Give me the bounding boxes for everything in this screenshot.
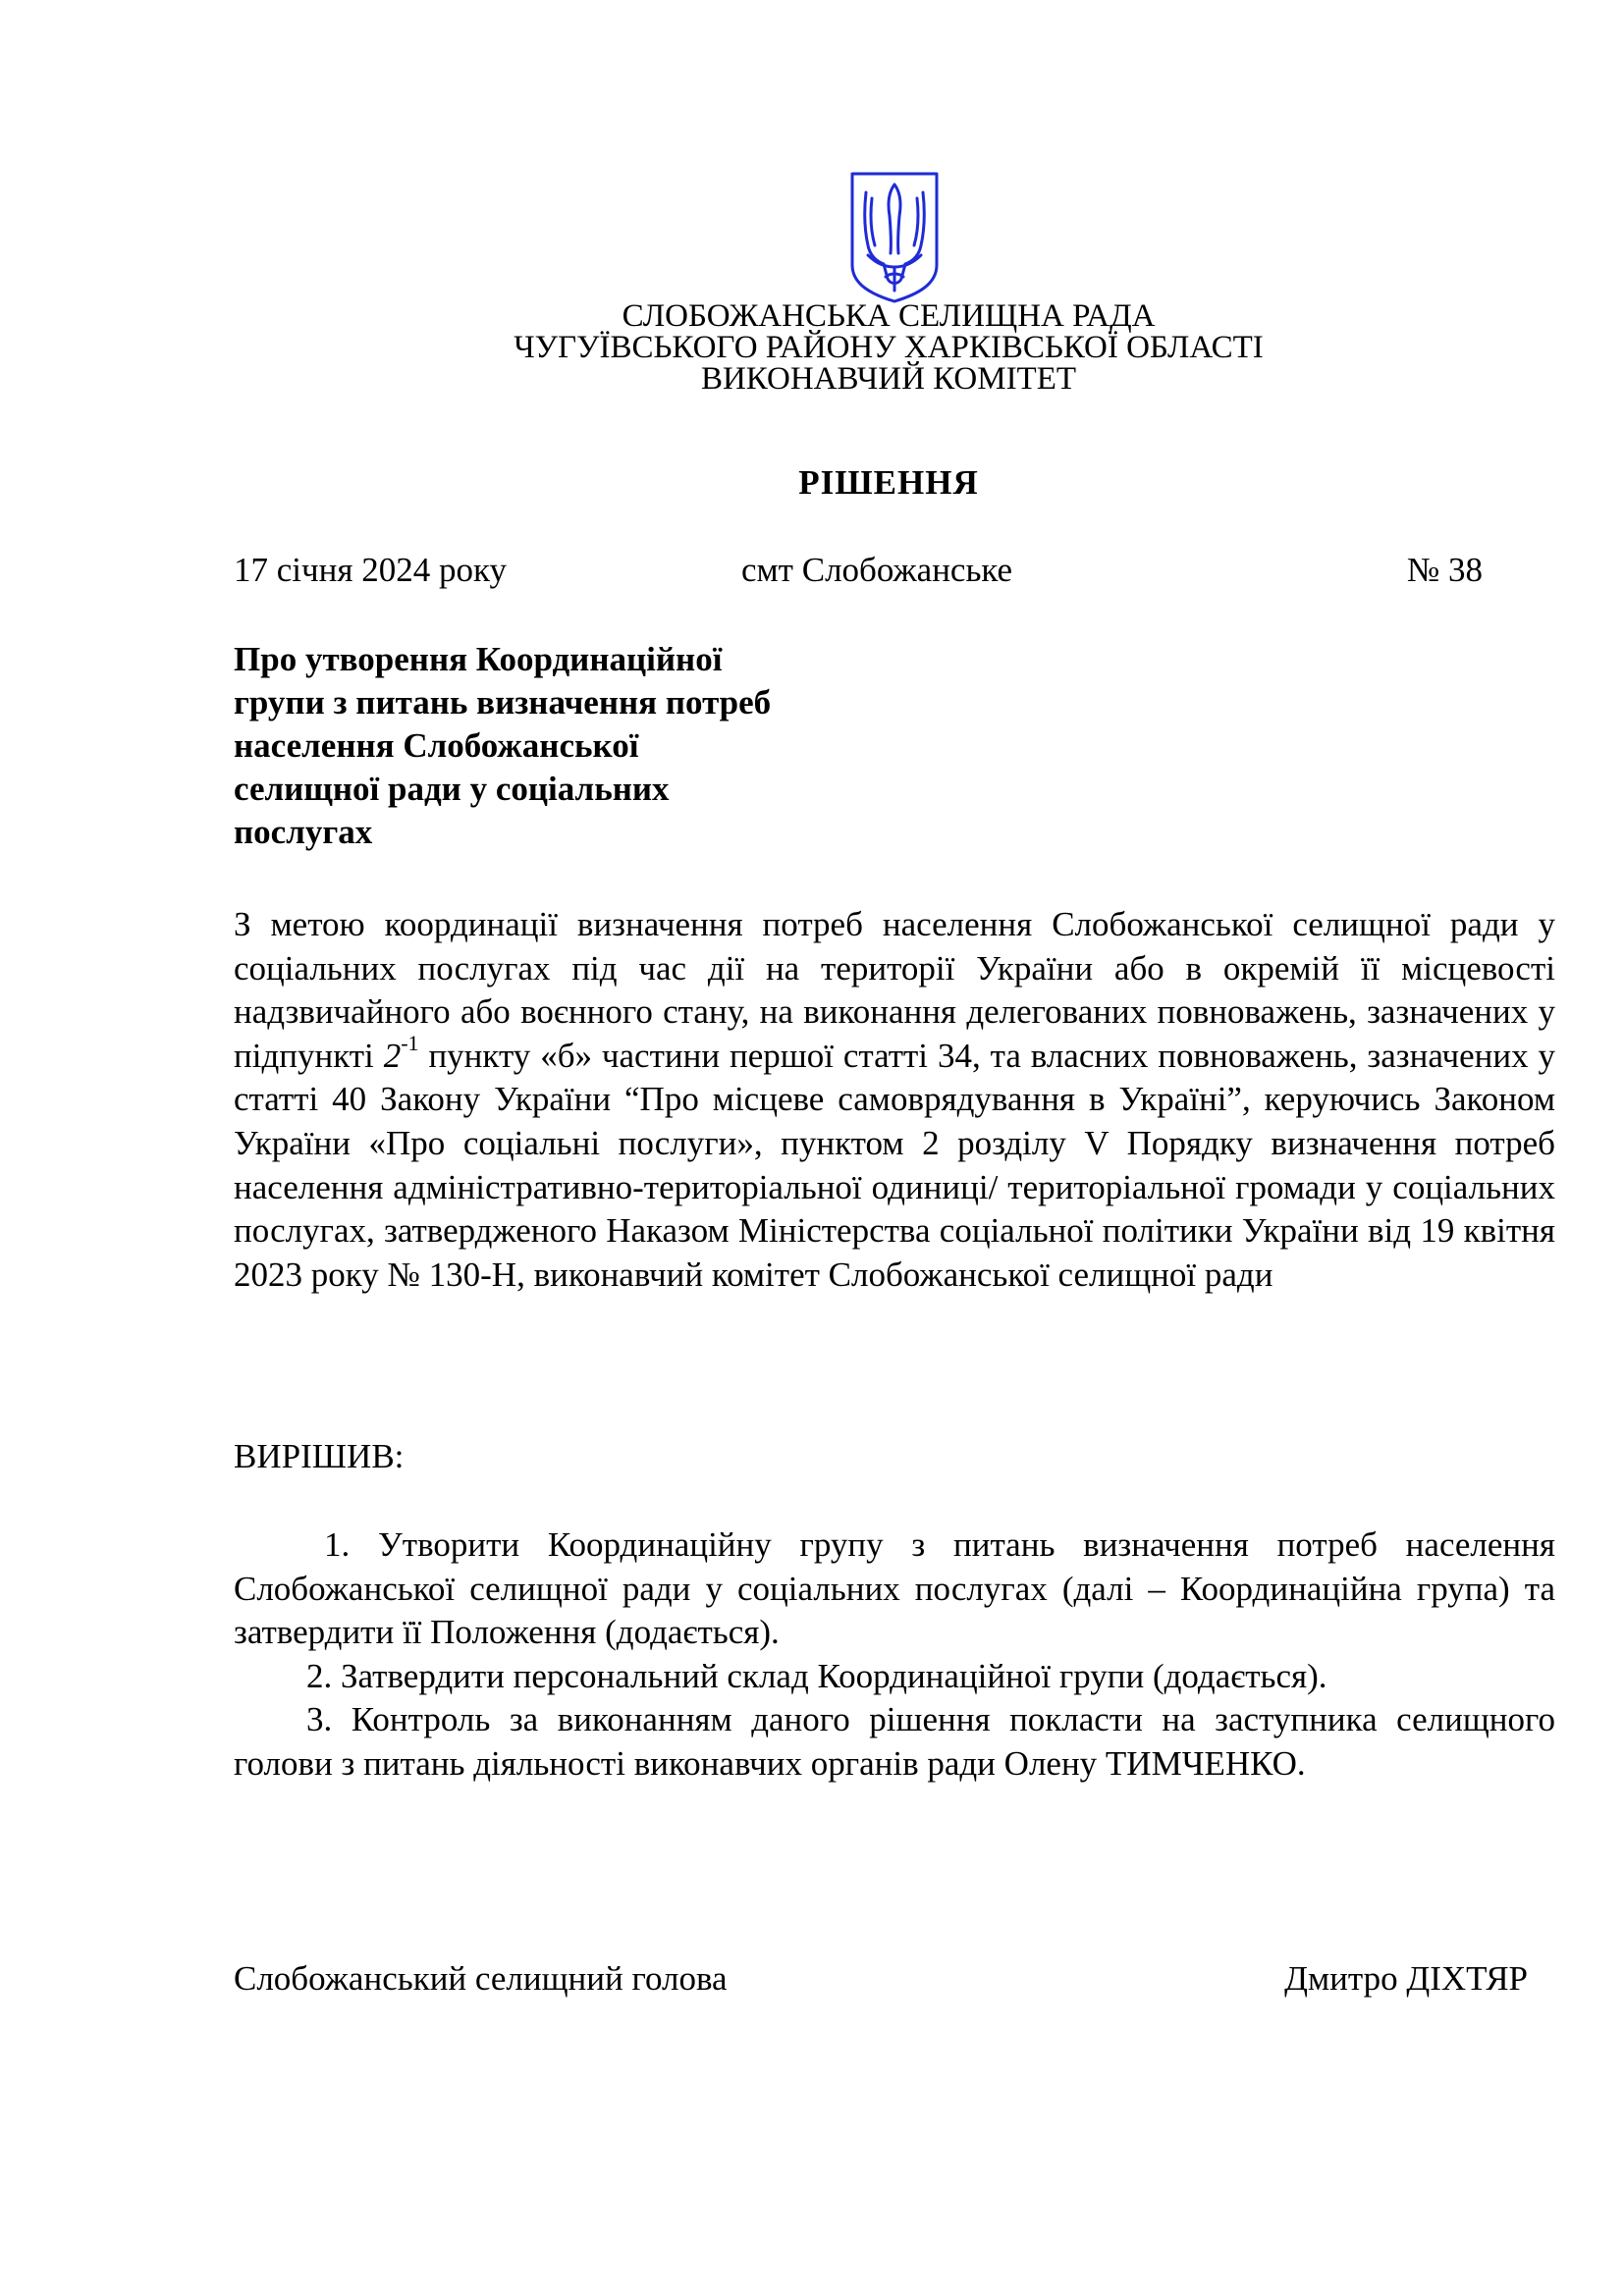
document-title: РІШЕННЯ: [798, 463, 979, 502]
document-date: 17 січня 2024 року: [234, 551, 507, 589]
subject-line: послугах: [234, 813, 373, 851]
org-district-line: ЧУГУЇВСЬКОГО РАЙОНУ ХАРКІВСЬКОЇ ОБЛАСТІ: [514, 330, 1264, 365]
subparagraph-number: 2: [383, 1036, 402, 1075]
document-meta-row: [234, 551, 1483, 590]
document-subject: [234, 638, 862, 854]
subparagraph-superscript: -1: [401, 1031, 419, 1056]
subject-line: Про утворення Координаційної: [234, 640, 723, 678]
subject-line: групи з питань визначення потреб: [234, 683, 772, 721]
resolution-heading: ВИРІШИВ:: [234, 1437, 405, 1475]
preamble-paragraph: [234, 903, 1555, 1297]
organization-header: [0, 300, 1624, 395]
signatory-name: Дмитро ДІХТЯР: [1284, 1959, 1528, 1998]
org-name-line: СЛОБОЖАНСЬКА СЕЛИЩНА РАДА: [622, 298, 1156, 334]
signature-block: [234, 1959, 1528, 2001]
preamble-text-part1: З метою координації визначення потреб населення Слобожанської селищної ради у соціальних послугах під час дії на території України або в окремій її місцевості надзвичайного або воєнного стану, на виконання делегованих повноважень, зазначених у підпункті: [234, 905, 1555, 1075]
subject-line: селищної ради у соціальних: [234, 770, 670, 808]
document-number: № 38: [1406, 551, 1483, 589]
resolution-item: 1. Утворити Координаційну групу з питань визначення потреб населення Слобожанської селищної ради у соціальних послугах (далі – Координаційна група) та затвердити її Положення (додається).: [234, 1525, 1555, 1652]
trident-emblem-icon: [848, 171, 941, 304]
preamble-text-part2: пункту «б» частини першої статті 34, та власних повноважень, зазначених у статті 40 Закону України “Про місцеве самоврядування в Україні”, керуючись Законом України «Про соціальні послуги», пунктом 2 розділу V Порядку визначення потреб населення адміністративно-територіальної одиниці/ територіальної громади у соціальних послугах, затвердженого Наказом Міністерства соціальної політики України від 19 квітня 2023 року № 130-Н, виконавчий комітет Слобожанської селищної ради: [234, 1036, 1555, 1294]
resolution-item: 2. Затвердити персональний склад Координаційної групи (додається).: [306, 1656, 1327, 1695]
subject-line: населення Слобожанської: [234, 726, 639, 765]
document-place: смт Слобожанське: [741, 551, 1013, 589]
resolution-item: 3. Контроль за виконанням даного рішення покласти на заступника селищного голови з питань діяльності виконавчих органів ради Олену ТИМЧЕНКО.: [234, 1700, 1555, 1783]
resolution-items: [234, 1523, 1555, 1787]
org-committee-line: ВИКОНАВЧИЙ КОМІТЕТ: [700, 361, 1077, 397]
signatory-position: Слобожанський селищний голова: [234, 1959, 728, 1998]
